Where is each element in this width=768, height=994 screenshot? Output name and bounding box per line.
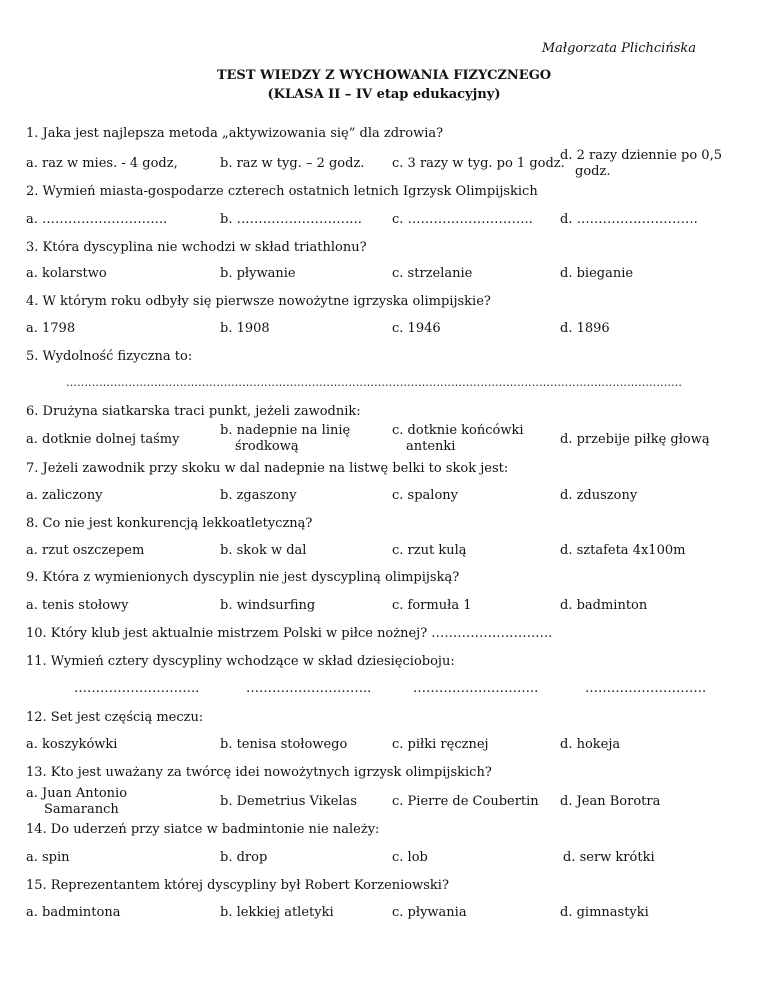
question-3-option-b: b. pływanie bbox=[220, 266, 296, 281]
question-14-option-c: c. lob bbox=[392, 850, 428, 865]
question-14-option-a: a. spin bbox=[26, 850, 70, 865]
question-7-option-d: d. zduszony bbox=[560, 488, 638, 503]
question-12-option-c: c. piłki ręcznej bbox=[392, 737, 489, 752]
question-8-option-a: a. rzut oszczepem bbox=[26, 543, 145, 558]
question-11-answer-2: ……………………….. bbox=[246, 681, 372, 696]
question-2-option-a: a. ……………………….. bbox=[26, 212, 168, 227]
question-12-option-d: d. hokeja bbox=[560, 737, 621, 752]
question-1: 1. Jaka jest najlepsza metoda „aktywizowania się” dla zdrowia? bbox=[26, 126, 444, 141]
question-6-option-b-line2: środkową bbox=[235, 439, 299, 454]
question-14: 14. Do uderzeń przy siatce w badmintonie nie należy: bbox=[26, 822, 380, 837]
question-15-option-d: d. gimnastyki bbox=[560, 905, 649, 920]
question-3-option-d: d. bieganie bbox=[560, 266, 634, 281]
question-5-answer-line: …………………………………………………………………………………………………………………………………………………… bbox=[66, 376, 682, 389]
question-9-option-c: c. formuła 1 bbox=[392, 598, 472, 613]
question-1-option-a: a. raz w mies. - 4 godz, bbox=[26, 156, 178, 171]
question-1-option-b: b. raz w tyg. – 2 godz. bbox=[220, 156, 365, 171]
test-title: TEST WIEDZY Z WYCHOWANIA FIZYCZNEGO bbox=[216, 68, 552, 83]
question-9-option-d: d. badminton bbox=[560, 598, 648, 613]
question-8-option-c: c. rzut kulą bbox=[392, 543, 467, 558]
question-15-option-c: c. pływania bbox=[392, 905, 467, 920]
question-11-answer-1: ……………………….. bbox=[74, 681, 200, 696]
question-6-option-b bbox=[220, 423, 350, 455]
question-2-option-c: c. ……………………….. bbox=[392, 212, 533, 227]
question-9-option-b: b. windsurfing bbox=[220, 598, 316, 613]
question-4-option-d: d. 1896 bbox=[560, 321, 610, 336]
question-1-option-d-line1: d. 2 razy dziennie po 0,5 bbox=[560, 148, 722, 163]
question-12-option-a: a. koszykówki bbox=[26, 737, 118, 752]
question-1-option-c: c. 3 razy w tyg. po 1 godz. bbox=[392, 156, 565, 171]
question-13: 13. Kto jest uważany za twórcę idei nowożytnych igrzysk olimpijskich? bbox=[26, 765, 492, 780]
question-5: 5. Wydolność fizyczna to: bbox=[26, 349, 193, 364]
question-10: 10. Który klub jest aktualnie mistrzem Polski w piłce nożnej? ………………………. bbox=[26, 626, 553, 641]
question-3: 3. Która dyscyplina nie wchodzi w skład triathlonu? bbox=[26, 240, 367, 255]
question-14-option-b: b. drop bbox=[220, 850, 268, 865]
question-1-option-d bbox=[560, 148, 722, 180]
question-13-option-b: b. Demetrius Vikelas bbox=[220, 794, 357, 809]
question-4-option-c: c. 1946 bbox=[392, 321, 441, 336]
question-12-option-b: b. tenisa stołowego bbox=[220, 737, 348, 752]
question-13-option-a-line2: Samaranch bbox=[44, 802, 119, 817]
question-14-option-d: d. serw krótki bbox=[563, 850, 655, 865]
question-6-option-d: d. przebije piłkę głową bbox=[560, 432, 710, 447]
author-name: Małgorzata Plichcińska bbox=[541, 41, 696, 56]
question-6-option-b-line1: b. nadepnie na linię bbox=[220, 423, 351, 438]
question-15: 15. Reprezentantem której dyscypliny był Robert Korzeniowski? bbox=[26, 878, 449, 893]
question-8-option-d: d. sztafeta 4x100m bbox=[560, 543, 686, 558]
question-2-option-b: b. ……………………….. bbox=[220, 212, 362, 227]
question-13-option-a bbox=[26, 786, 127, 818]
question-11-answer-3: ……………………….. bbox=[413, 681, 539, 696]
question-13-option-c: c. Pierre de Coubertin bbox=[392, 794, 539, 809]
question-6-option-c-line2: antenki bbox=[406, 439, 456, 454]
question-15-option-b: b. lekkiej atletyki bbox=[220, 905, 334, 920]
question-3-option-c: c. strzelanie bbox=[392, 266, 473, 281]
question-7-option-a: a. zaliczony bbox=[26, 488, 103, 503]
question-8: 8. Co nie jest konkurencją lekkoatletyczną? bbox=[26, 516, 313, 531]
question-2: 2. Wymień miasta-gospodarze czterech ostatnich letnich Igrzysk Olimpijskich bbox=[26, 184, 538, 199]
question-6-option-c-line1: c. dotknie końcówki bbox=[392, 423, 524, 438]
question-2-option-d: d. ………………………. bbox=[560, 212, 698, 227]
question-4-option-a: a. 1798 bbox=[26, 321, 76, 336]
question-11-answer-4: ………………………. bbox=[585, 681, 707, 696]
question-7: 7. Jeżeli zawodnik przy skoku w dal nadepnie na listwę belki to skok jest: bbox=[26, 461, 509, 476]
test-subtitle: (KLASA II – IV etap edukacyjny) bbox=[267, 87, 501, 102]
question-8-option-b: b. skok w dal bbox=[220, 543, 307, 558]
question-13-option-a-line1: a. Juan Antonio bbox=[26, 786, 128, 801]
question-3-option-a: a. kolarstwo bbox=[26, 266, 107, 281]
question-12: 12. Set jest częścią meczu: bbox=[26, 710, 204, 725]
question-11: 11. Wymień cztery dyscypliny wchodzące w skład dziesięcioboju: bbox=[26, 654, 455, 669]
question-6-option-c bbox=[392, 423, 524, 455]
question-13-option-d: d. Jean Borotra bbox=[560, 794, 661, 809]
question-15-option-a: a. badmintona bbox=[26, 905, 121, 920]
question-6: 6. Drużyna siatkarska traci punkt, jeżeli zawodnik: bbox=[26, 404, 361, 419]
question-1-option-d-line2: godz. bbox=[575, 164, 611, 179]
question-7-option-c: c. spalony bbox=[392, 488, 458, 503]
question-9-option-a: a. tenis stołowy bbox=[26, 598, 129, 613]
question-6-option-a: a. dotknie dolnej taśmy bbox=[26, 432, 180, 447]
question-7-option-b: b. zgaszony bbox=[220, 488, 297, 503]
question-4-option-b: b. 1908 bbox=[220, 321, 270, 336]
question-9: 9. Która z wymienionych dyscyplin nie jest dyscypliną olimpijską? bbox=[26, 570, 460, 585]
question-4: 4. W którym roku odbyły się pierwsze nowożytne igrzyska olimpijskie? bbox=[26, 294, 491, 309]
